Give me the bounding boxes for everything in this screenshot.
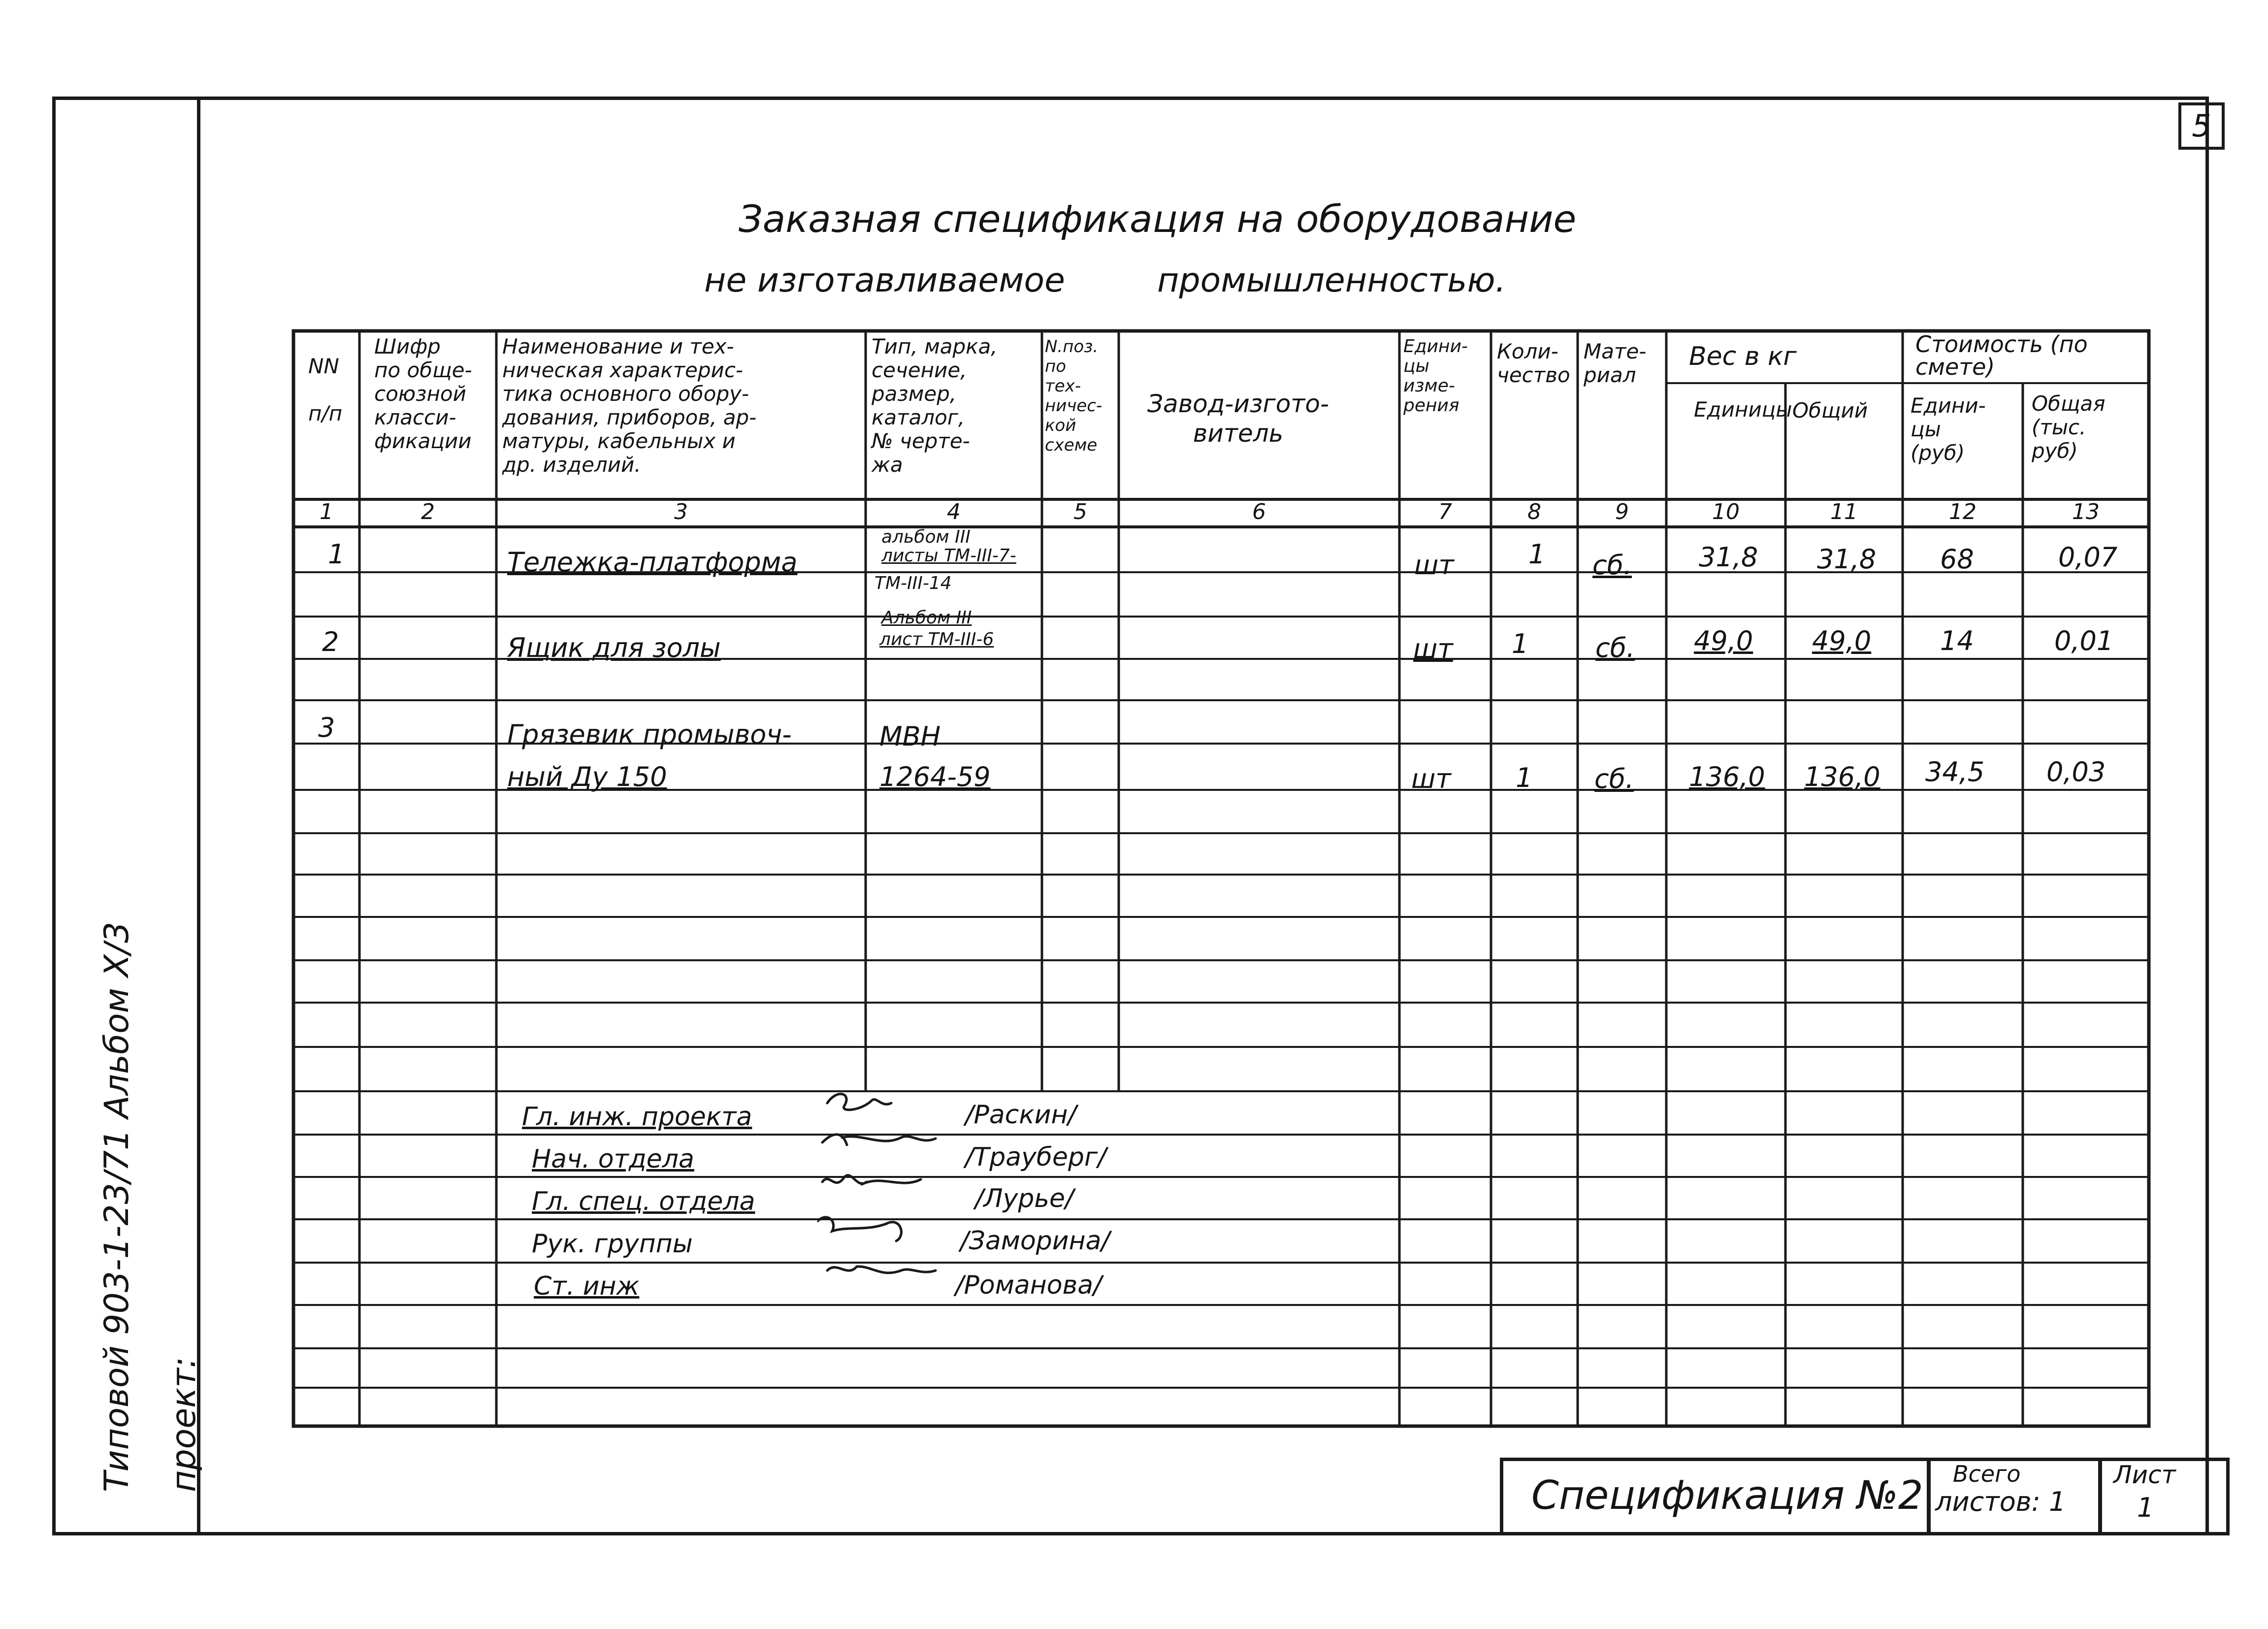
row1-weight-unit: 31,8 (1699, 542, 1758, 573)
signature-role-4: Рук. группы (532, 1229, 693, 1259)
signature-name-1: /Раскин/ (965, 1100, 1077, 1130)
row1-unit: шт (1414, 550, 1454, 581)
header-unit: Едини- цы изме- рения (1403, 336, 1468, 416)
header-weight-unit: Единицы (1694, 397, 1792, 422)
row2-number: 2 (322, 626, 339, 657)
header-cost-group: Стоимость (по смете) (1915, 331, 2088, 380)
signature-name-4: /Заморина/ (960, 1226, 1110, 1256)
stamp-sheet-value: 1 (2137, 1492, 2154, 1523)
header-weight-total: Общий (1792, 398, 1868, 423)
row3-number: 3 (318, 712, 335, 743)
row3-material: сб. (1594, 763, 1634, 794)
subtitle-part-2: промышленностью. (1157, 261, 1506, 300)
row2-cost-total: 0,01 (2054, 625, 2114, 656)
col-number-5: 5 (1073, 499, 1087, 524)
handwritten-signatures (817, 1083, 985, 1310)
col-number-10: 10 (1712, 499, 1740, 524)
header-item-name: Наименование и тех- ническая характерис- тика основного обору- дования, приборов, ар- матуры, кабельных и др. изделий. (502, 334, 757, 477)
row1-type-line3: ТМ-III-14 (875, 573, 952, 593)
row3-quantity: 1 (1516, 762, 1533, 793)
subtitle-part-1: не изготавливаемое (704, 261, 1065, 300)
signature-name-2: /Трауберг/ (965, 1142, 1106, 1172)
header-type-catalog: Тип, марка, сечение, размер, каталог, № черте- жа (872, 334, 998, 477)
row3-unit: шт (1411, 763, 1451, 794)
col-number-4: 4 (947, 499, 961, 524)
row1-weight-total: 31,8 (1817, 544, 1877, 575)
row2-type-line2: лист ТМ-III-6 (879, 629, 994, 650)
signature-role-3: Гл. спец. отдела (532, 1187, 755, 1216)
signature-role-1: Гл. инж. проекта (522, 1102, 752, 1132)
stamp-total-label: Всего (1953, 1461, 2021, 1487)
header-row-number: NN п/п (308, 354, 343, 425)
row3-weight-unit: 136,0 (1689, 761, 1765, 792)
header-manufacturer: Завод-изгото- витель (1147, 390, 1329, 448)
col-number-12: 12 (1949, 499, 1976, 524)
page-number: 5 (2178, 102, 2225, 150)
row1-name: Тележка-платформа (507, 547, 798, 578)
row1-material: сб. (1592, 550, 1632, 581)
row3-cost-unit: 34,5 (1925, 756, 1985, 787)
header-classification-code: Шифр по обще- союзной класси- фикации (374, 334, 472, 453)
header-cost-unit: Едини- цы (руб) (1911, 393, 1986, 465)
col-number-9: 9 (1615, 499, 1629, 524)
row3-weight-total: 136,0 (1804, 761, 1880, 792)
row2-weight-total: 49,0 (1812, 625, 1872, 656)
row3-cost-total: 0,03 (2046, 756, 2106, 787)
col-number-7: 7 (1438, 499, 1452, 524)
row3-type-line2: 1264-59 (879, 761, 991, 792)
header-weight-group: Вес в кг (1689, 342, 1797, 371)
row2-quantity: 1 (1512, 628, 1529, 659)
signature-name-5: /Романова/ (955, 1271, 1102, 1300)
row1-cost-unit: 68 (1940, 544, 1974, 575)
stamp-total-value: листов: 1 (1935, 1486, 2066, 1517)
row1-type-line2: листы ТМ-III-7- (881, 546, 1016, 566)
col-number-3: 3 (674, 499, 688, 524)
row2-material: сб. (1595, 632, 1635, 663)
col-number-1: 1 (320, 499, 333, 524)
row1-number: 1 (328, 539, 345, 570)
stamp-title: Спецификация №2 (1531, 1472, 1923, 1518)
col-number-6: 6 (1252, 499, 1266, 524)
signature-name-3: /Лурье/ (975, 1184, 1074, 1213)
row3-type-line1: МВН (879, 721, 941, 752)
row1-type-line1: альбом III (881, 527, 971, 547)
signature-role-5: Ст. инж (534, 1271, 640, 1301)
row2-weight-unit: 49,0 (1694, 625, 1753, 656)
header-position: N.поз. по тех- ничес- кой схеме (1045, 337, 1102, 455)
row2-type-line1: Альбом III (881, 608, 972, 628)
col-number-8: 8 (1527, 499, 1541, 524)
row2-cost-unit: 14 (1940, 625, 1974, 656)
side-project-label: проект: (164, 1357, 203, 1492)
row2-name: Ящик для золы (507, 632, 721, 663)
side-title-text: Типовой 903-1-23/71 Альбом X/3 (97, 921, 136, 1492)
signature-role-2: Нач. отдела (532, 1144, 694, 1174)
col-number-13: 13 (2072, 499, 2100, 524)
header-cost-total: Общая (тыс. руб) (2032, 391, 2106, 463)
row3-name-line1: Грязевик промывоч- (507, 719, 792, 750)
row1-quantity: 1 (1528, 539, 1546, 570)
document-title: Заказная спецификация на оборудование (739, 197, 1577, 241)
row1-cost-total: 0,07 (2058, 542, 2118, 573)
header-material: Мате- риал (1584, 339, 1647, 387)
header-quantity: Коли- чество (1497, 339, 1570, 387)
stamp-sheet-label: Лист (2113, 1461, 2176, 1489)
col-number-2: 2 (421, 499, 435, 524)
row2-unit: шт (1413, 633, 1453, 664)
row3-name-line2: ный Ду 150 (507, 761, 667, 792)
col-number-11: 11 (1830, 499, 1858, 524)
